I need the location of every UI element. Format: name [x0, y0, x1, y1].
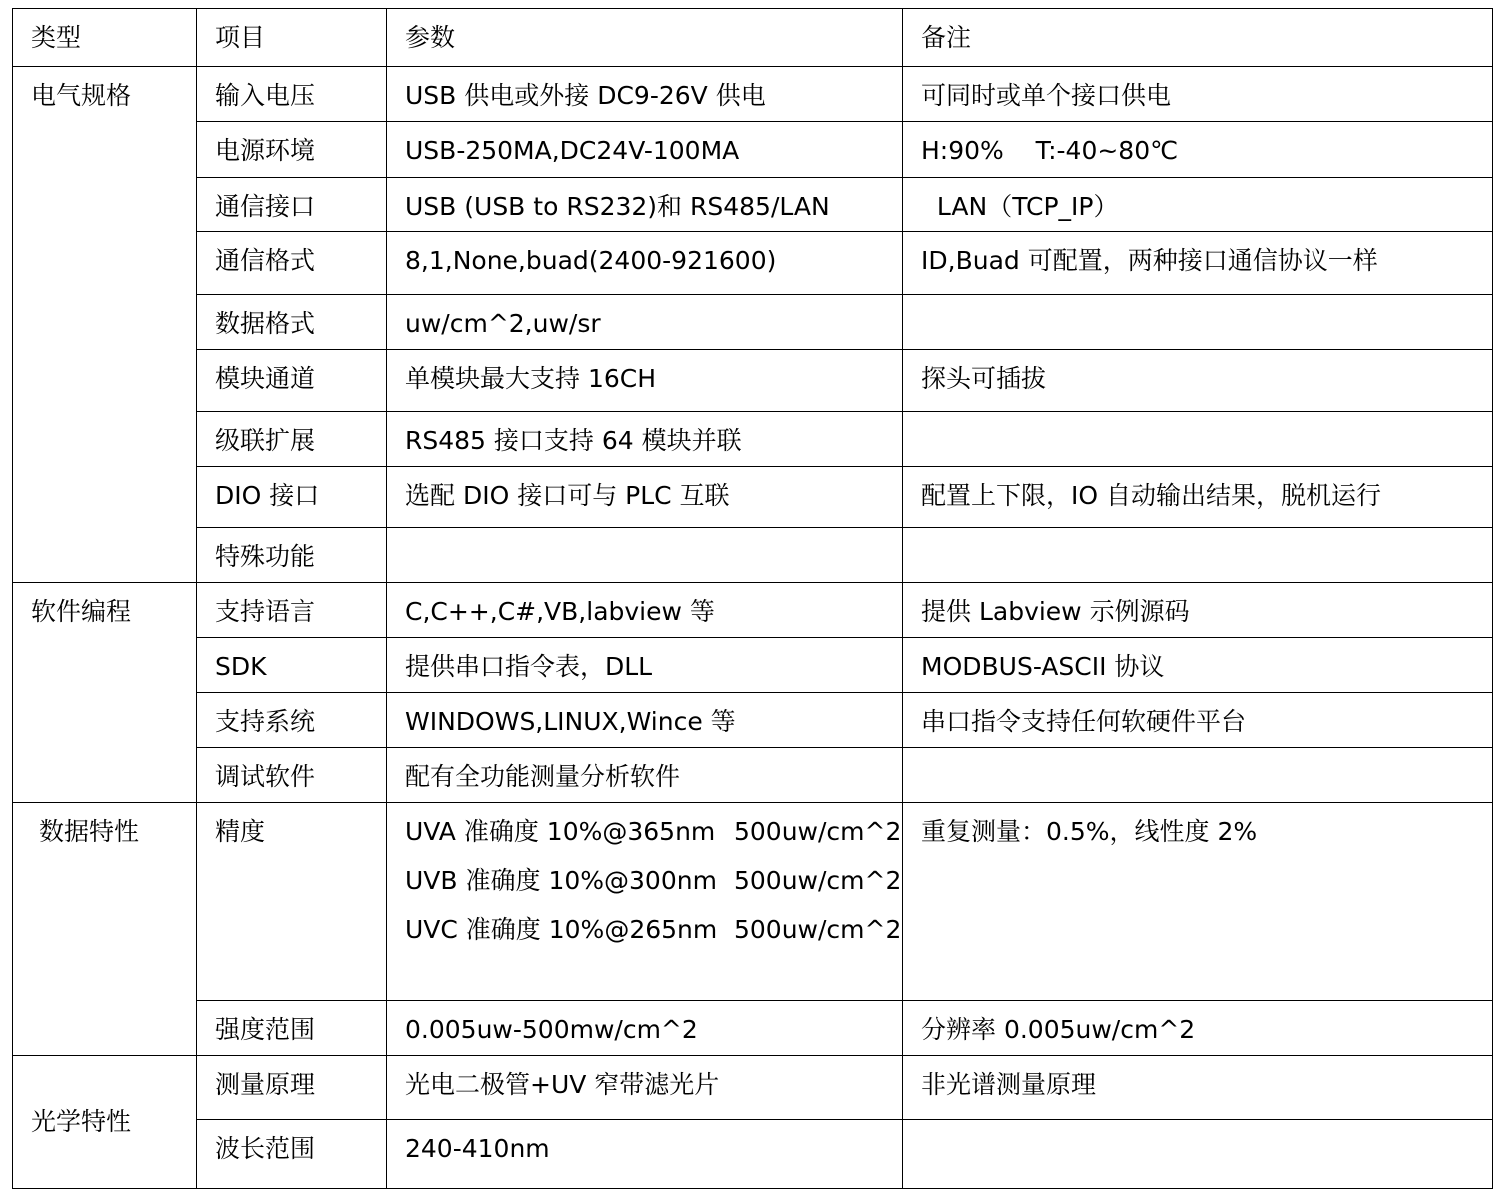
- item-cell: 支持语言: [197, 583, 387, 638]
- accuracy-line: [405, 915, 902, 945]
- table-row: [13, 1001, 1493, 1056]
- note-cell: [903, 1120, 1493, 1189]
- item-cell: 测量原理: [197, 1056, 387, 1120]
- param-cell: 0.005uw-500mw/cm^2: [387, 1001, 903, 1056]
- param-cell: [387, 803, 903, 1001]
- table-row: [13, 528, 1493, 583]
- param-cell: 提供串口指令表，DLL: [387, 638, 903, 693]
- note-cell: [903, 528, 1493, 583]
- table-row: [13, 803, 1493, 1001]
- note-cell: 重复测量：0.5%，线性度 2%: [903, 803, 1493, 1001]
- param-cell: 8,1,None,buad(2400-921600): [387, 232, 903, 295]
- param-cell: 光电二极管+UV 窄带滤光片: [387, 1056, 903, 1120]
- item-cell: 模块通道: [197, 350, 387, 412]
- note-cell: 分辨率 0.005uw/cm^2: [903, 1001, 1493, 1056]
- param-cell: USB-250MA,DC24V-100MA: [387, 122, 903, 178]
- table-row: [13, 295, 1493, 350]
- table-row: [13, 67, 1493, 122]
- accuracy-value: 500uw/cm^2: [734, 817, 902, 846]
- note-cell: 非光谱测量原理: [903, 1056, 1493, 1120]
- table-row: [13, 1120, 1493, 1189]
- table-row: [13, 350, 1493, 412]
- header-item: 项目: [197, 9, 387, 67]
- header-note: 备注: [903, 9, 1493, 67]
- accuracy-value: 500uw/cm^2: [734, 915, 902, 944]
- note-cell: [903, 295, 1493, 350]
- param-cell: USB (USB to RS232)和 RS485/LAN: [387, 178, 903, 232]
- item-cell: 输入电压: [197, 67, 387, 122]
- header-type: 类型: [13, 9, 197, 67]
- table-row: [13, 583, 1493, 638]
- item-cell: 通信接口: [197, 178, 387, 232]
- param-cell: [387, 528, 903, 583]
- note-cell: LAN（TCP_IP）: [903, 178, 1493, 232]
- table-row: [13, 748, 1493, 803]
- spec-table: [12, 8, 1493, 1189]
- category-cell: 数据特性: [13, 803, 197, 1056]
- param-cell: 单模块最大支持 16CH: [387, 350, 903, 412]
- accuracy-value: 500uw/cm^2: [734, 866, 902, 895]
- category-cell: 电气规格: [13, 67, 197, 583]
- note-cell: [903, 412, 1493, 467]
- accuracy-label: UVA 准确度 10%@365nm: [405, 817, 716, 846]
- table-row: [13, 122, 1493, 178]
- item-cell: 支持系统: [197, 693, 387, 748]
- param-cell: WINDOWS,LINUX,Wince 等: [387, 693, 903, 748]
- note-cell: H:90% T:-40~80℃: [903, 122, 1493, 178]
- item-cell: 级联扩展: [197, 412, 387, 467]
- item-cell: 电源环境: [197, 122, 387, 178]
- param-cell: C,C++,C#,VB,labview 等: [387, 583, 903, 638]
- table-row: [13, 412, 1493, 467]
- note-cell: 配置上下限，IO 自动输出结果，脱机运行: [903, 467, 1493, 528]
- param-cell: RS485 接口支持 64 模块并联: [387, 412, 903, 467]
- header-param: 参数: [387, 9, 903, 67]
- param-cell: USB 供电或外接 DC9-26V 供电: [387, 67, 903, 122]
- item-cell: SDK: [197, 638, 387, 693]
- item-cell: 通信格式: [197, 232, 387, 295]
- item-cell: DIO 接口: [197, 467, 387, 528]
- accuracy-label: UVB 准确度 10%@300nm: [405, 866, 717, 895]
- item-cell: 精度: [197, 803, 387, 1001]
- table-row: [13, 693, 1493, 748]
- param-cell: uw/cm^2,uw/sr: [387, 295, 903, 350]
- table-row: [13, 232, 1493, 295]
- header-row: [13, 9, 1493, 67]
- item-cell: 波长范围: [197, 1120, 387, 1189]
- note-cell: [903, 748, 1493, 803]
- item-cell: 强度范围: [197, 1001, 387, 1056]
- table-row: [13, 178, 1493, 232]
- accuracy-line: [405, 866, 902, 896]
- table-row: [13, 1056, 1493, 1120]
- accuracy-label: UVC 准确度 10%@265nm: [405, 915, 718, 944]
- category-cell: 软件编程: [13, 583, 197, 803]
- param-cell: 240-410nm: [387, 1120, 903, 1189]
- item-cell: 数据格式: [197, 295, 387, 350]
- param-cell: 配有全功能测量分析软件: [387, 748, 903, 803]
- table-row: [13, 467, 1493, 528]
- note-cell: 可同时或单个接口供电: [903, 67, 1493, 122]
- note-cell: 提供 Labview 示例源码: [903, 583, 1493, 638]
- item-cell: 特殊功能: [197, 528, 387, 583]
- accuracy-line: [405, 817, 902, 847]
- item-cell: 调试软件: [197, 748, 387, 803]
- note-cell: ID,Buad 可配置，两种接口通信协议一样: [903, 232, 1493, 295]
- note-cell: 串口指令支持任何软硬件平台: [903, 693, 1493, 748]
- category-cell: 光学特性: [13, 1056, 197, 1189]
- note-cell: MODBUS-ASCII 协议: [903, 638, 1493, 693]
- table-row: [13, 638, 1493, 693]
- note-cell: 探头可插拔: [903, 350, 1493, 412]
- param-cell: 选配 DIO 接口可与 PLC 互联: [387, 467, 903, 528]
